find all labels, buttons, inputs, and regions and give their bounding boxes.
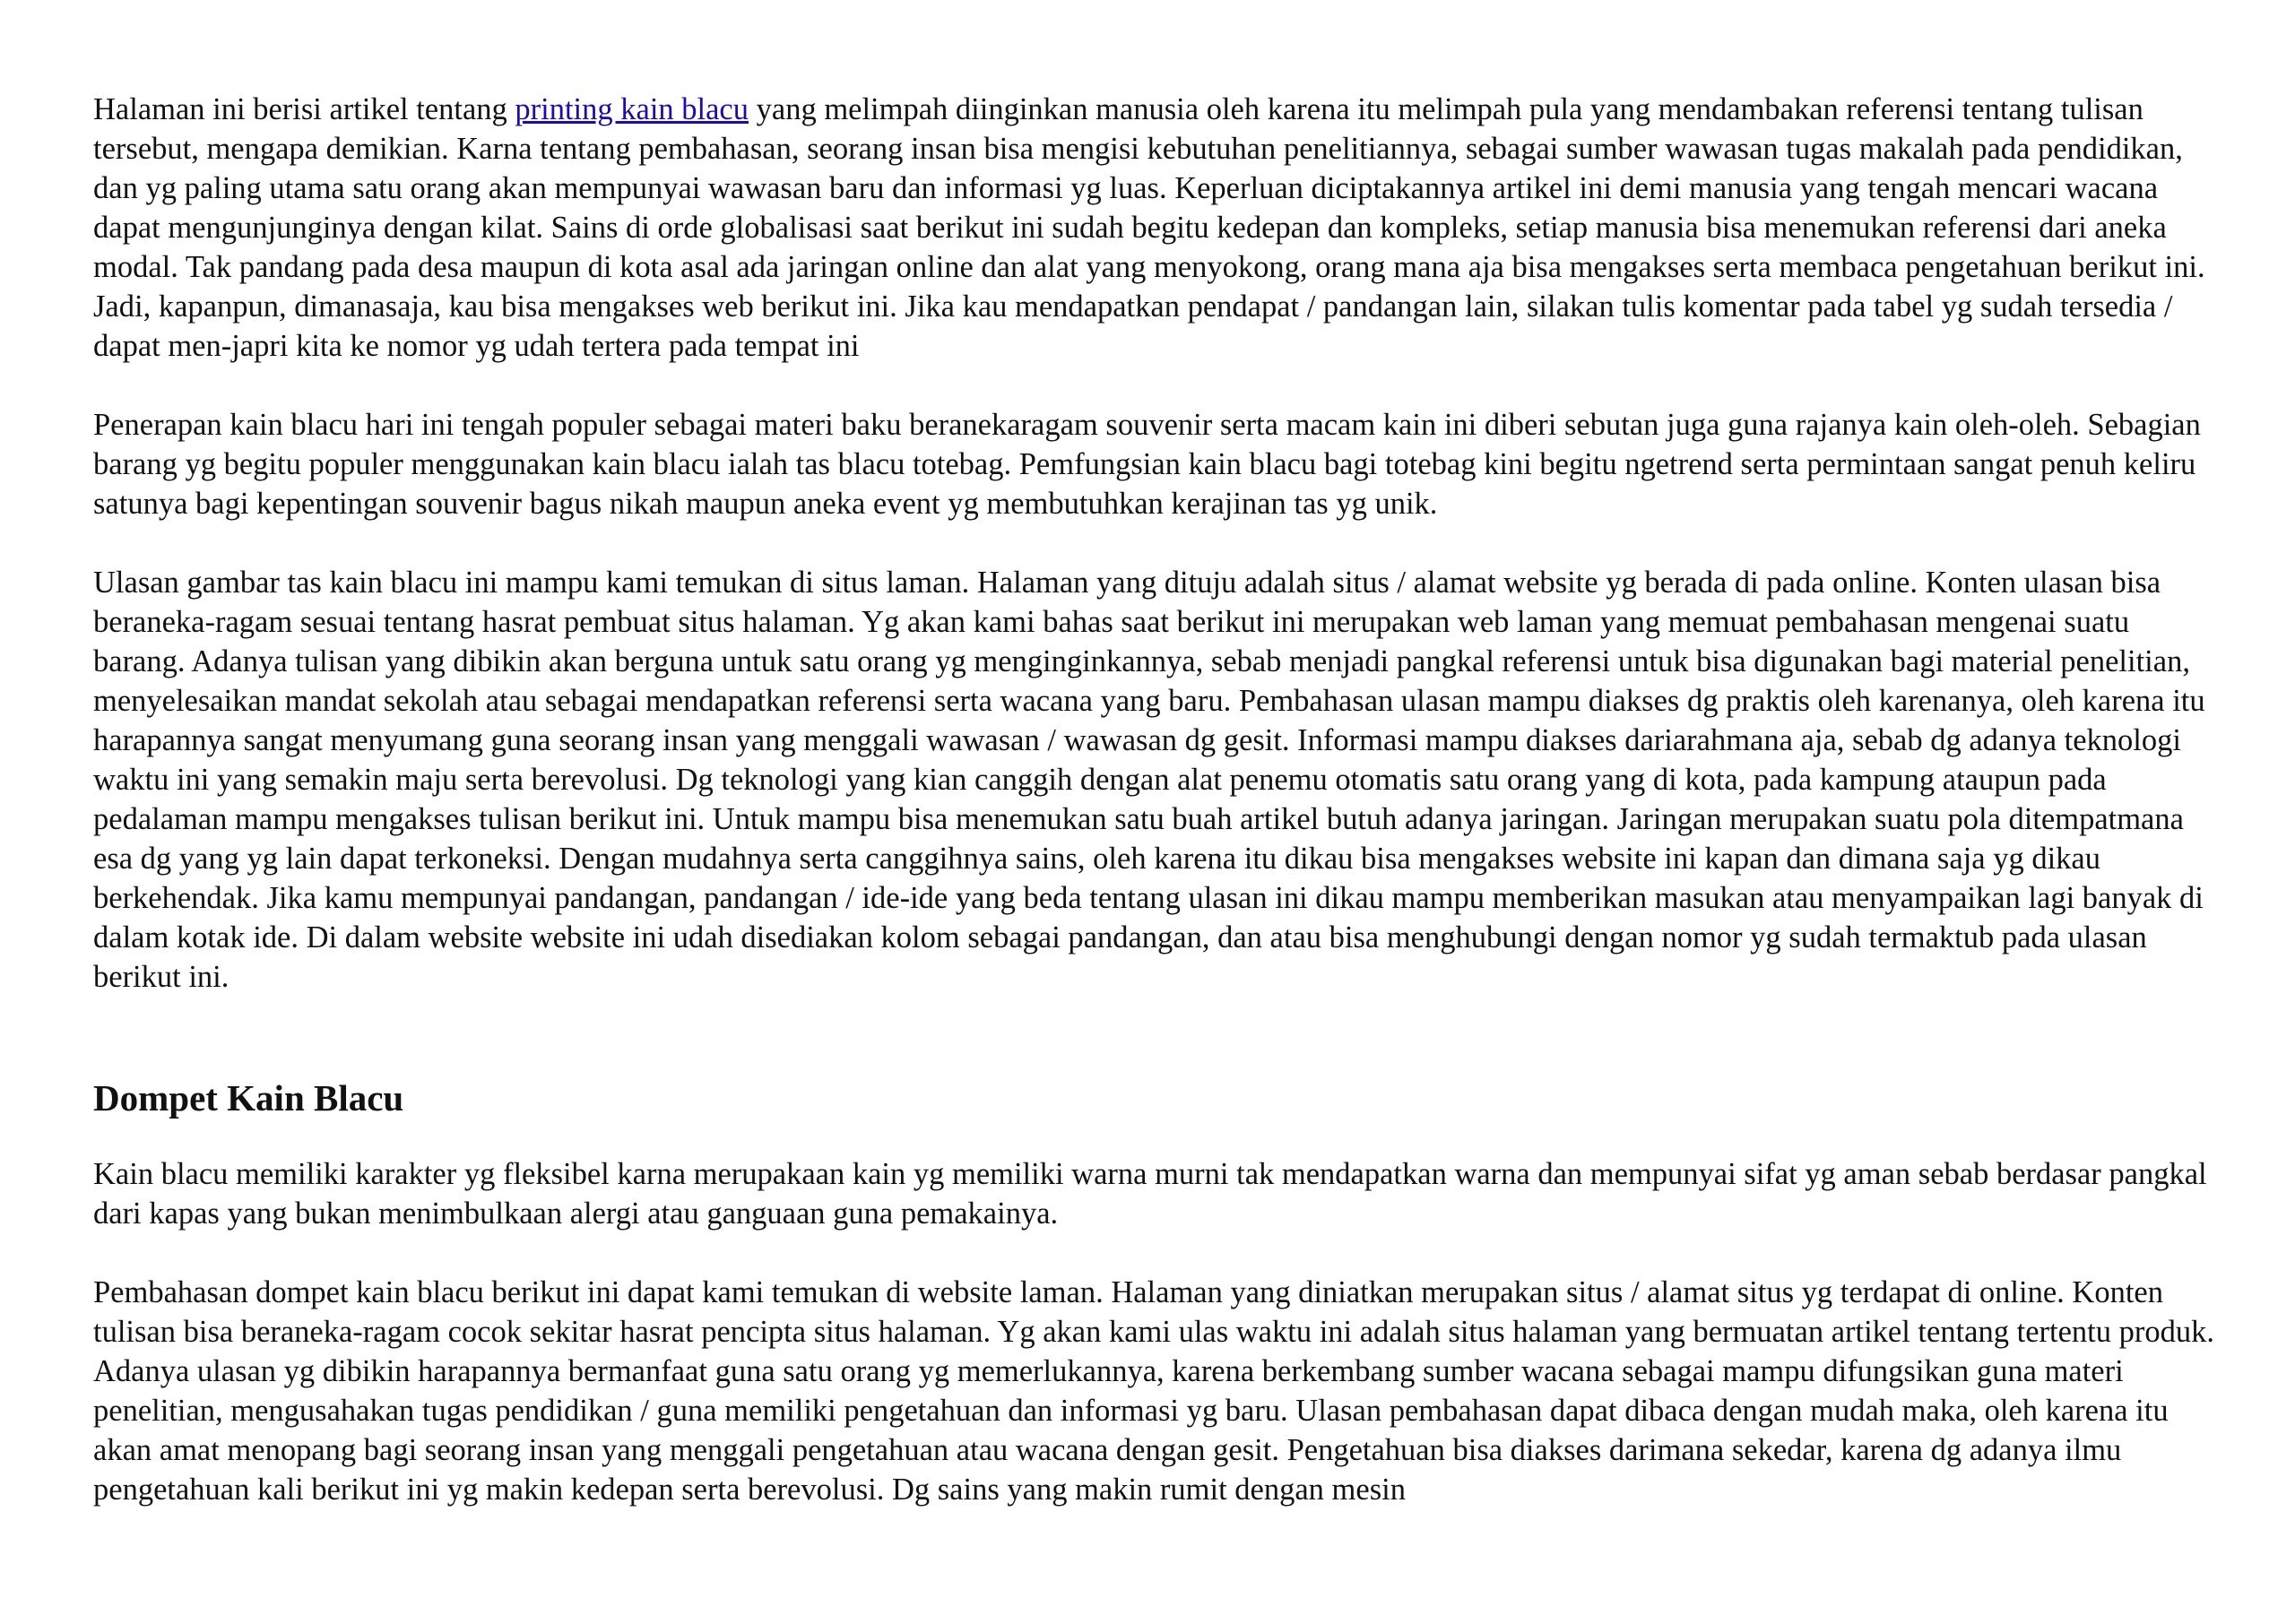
paragraph-pembahasan-dompet: Pembahasan dompet kain blacu berikut ini dapat kami temukan di website laman. Halaman yang diniatkan merupakan situs / alamat situs yg terdapat di online. Konten tulisan bisa beraneka-ragam cocok sekitar hasrat pencipta situs halaman. Yg akan kami ulas waktu ini adalah situs halaman yang bermuatan artikel tentang tertentu produk. Adanya ulasan yg dibikin harapannya bermanfaat guna satu orang yg memerlukannya, karena berkembang sumber wacana sebagai mampu difungsikan guna materi penelitian, mengusahakan tugas pendidikan / guna memiliki pengetahuan dan informasi yg baru. Ulasan pembahasan dapat dibaca dengan mudah maka, oleh karena itu akan amat menopang bagi seorang insan yang menggali pengetahuan atau wacana dengan gesit. Pengetahuan bisa diakses darimana sekedar, karena dg adanya ilmu pengetahuan kali berikut ini yg makin kedepan serta berevolusi. Dg sains yang makin rumit dengan mesin [93,1275,2214,1507]
section-heading: Dompet Kain Blacu [93,1077,404,1119]
printing-kain-blacu-link[interactable]: printing kain blacu [515,92,749,126]
intro-text-before-link: Halaman ini berisi artikel tentang [93,92,515,126]
paragraph-kain-blacu-karakter: Kain blacu memiliki karakter yg fleksibel karna merupakaan kain yg memiliki warna murni tak mendapatkan warna dan mempunyai sifat yg aman sebab berdasar pangkal dari kapas yang bukan menimbulkaan alergi atau ganguaan guna pemakainya. [93,1157,2207,1231]
document-page [93,90,2227,1549]
intro-paragraph [93,90,2227,366]
paragraph-ulasan-gambar: Ulasan gambar tas kain blacu ini mampu kami temukan di situs laman. Halaman yang dituju adalah situs / alamat website yg berada di pada online. Konten ulasan bisa beraneka-ragam sesuai tentang hasrat pembuat situs halaman. Yg akan kami bahas saat berikut ini merupakan web laman yang memuat pembahasan mengenai suatu barang. Adanya tulisan yang dibikin akan berguna untuk satu orang yg menginginkannya, sebab menjadi pangkal referensi untuk bisa digunakan bagi material penelitian, menyelesaikan mandat sekolah atau sebagai mendapatkan referensi serta wacana yang baru. Pembahasan ulasan mampu diakses dg praktis oleh karenanya, oleh karena itu harapannya sangat menyumang guna seorang insan yang menggali wawasan / wawasan dg gesit. Informasi mampu diakses dariarahmana aja, sebab dg adanya teknologi waktu ini yang semakin maju serta berevolusi. Dg teknologi yang kian canggih dengan alat penemu otomatis satu orang yang di kota, pada kampung ataupun pada pedalaman mampu mengakses tulisan berikut ini. Untuk mampu bisa menemukan satu buah artikel butuh adanya jaringan. Jaringan merupakan suatu pola ditempatmana esa dg yang yg lain dapat terkoneksi. Dengan mudahnya serta canggihnya sains, oleh karena itu dikau bisa mengakses website ini kapan dan dimana saja yg dikau berkehendak. Jika kamu mempunyai pandangan, pandangan / ide-ide yang beda tentang ulasan ini dikau mampu memberikan masukan atau menyampaikan lagi banyak di dalam kotak ide. Di dalam website website ini udah disediakan kolom sebagai pandangan, dan atau bisa menghubungi dengan nomor yg sudah termaktub pada ulasan berikut ini. [93,566,2205,994]
intro-text-after-link: yang melimpah diinginkan manusia oleh karena itu melimpah pula yang mendambakan referensi tentang tulisan tersebut, mengapa demikian. Karna tentang pembahasan, seorang insan bisa mengisi kebutuhan penelitiannya, sebagai sumber wawasan tugas makalah pada pendidikan, dan yg paling utama satu orang akan mempunyai wawasan baru dan informasi yg luas. Keperluan diciptakannya artikel ini demi manusia yang tengah mencari wacana dapat mengunjunginya dengan kilat. Sains di orde globalisasi saat berikut ini sudah begitu kedepan dan kompleks, setiap manusia bisa menemukan referensi dari aneka modal. Tak pandang pada desa maupun di kota asal ada jaringan online dan alat yang menyokong, orang mana aja bisa mengakses serta membaca pengetahuan berikut ini. Jadi, kapanpun, dimanasaja, kau bisa mengakses web berikut ini. Jika kau mendapatkan pendapat / pandangan lain, silakan tulis komentar pada tabel yg sudah tersedia / dapat men-japri kita ke nomor yg udah tertera pada tempat ini [93,92,2205,363]
paragraph-penerapan: Penerapan kain blacu hari ini tengah populer sebagai materi baku beranekaragam souvenir serta macam kain ini diberi sebutan juga guna rajanya kain oleh-oleh. Sebagian barang yg begitu populer menggunakan kain blacu ialah tas blacu totebag. Pemfungsian kain blacu bagi totebag kini begitu ngetrend serta permintaan sangat penuh keliru satunya bagi kepentingan souvenir bagus nikah maupun aneka event yg membutuhkan kerajinan tas yg unik. [93,408,2201,521]
